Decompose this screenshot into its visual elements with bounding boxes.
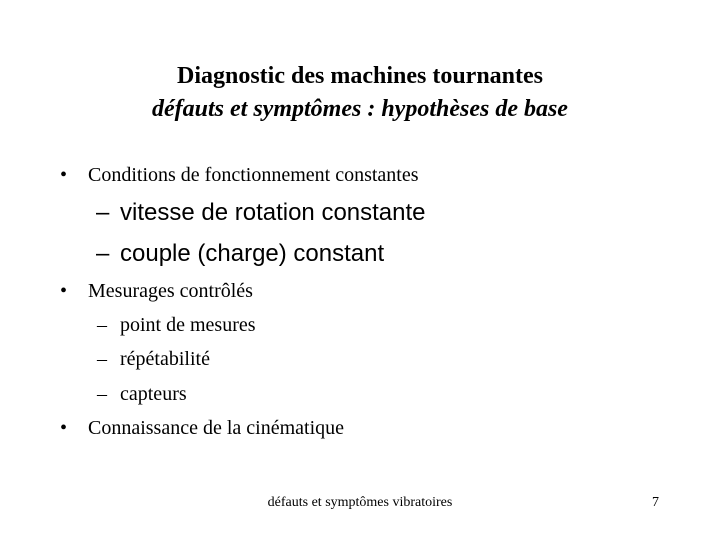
- subitem-repetabilite: répétabilité: [120, 348, 210, 370]
- subitem-couple: couple (charge) constant: [120, 240, 385, 267]
- bullet-item-mesurages: Mesurages contrôlés: [88, 280, 253, 302]
- sub-dash-5: –: [97, 383, 107, 405]
- sub-dash-1: –: [96, 199, 110, 226]
- subitem-point-de-mesures: point de mesures: [120, 314, 256, 336]
- slide-subtitle: défauts et symptômes : hypothèses de base: [152, 96, 568, 122]
- bullet-glyph-2: •: [60, 280, 68, 302]
- slide-title: Diagnostic des machines tournantes: [176, 63, 543, 89]
- subitem-capteurs: capteurs: [120, 383, 187, 405]
- page-number: 7: [652, 495, 659, 510]
- bullet-item-conditions: Conditions de fonctionnement constantes: [88, 164, 419, 186]
- subitem-vitesse: vitesse de rotation constante: [120, 199, 426, 226]
- bullet-glyph-3: •: [60, 417, 68, 439]
- sub-dash-2: –: [96, 240, 110, 267]
- slide-footer: défauts et symptômes vibratoires: [267, 495, 453, 510]
- bullet-glyph-1: •: [60, 164, 68, 186]
- sub-dash-4: –: [97, 348, 107, 370]
- bullet-item-cinematique: Connaissance de la cinématique: [88, 417, 345, 439]
- sub-dash-3: –: [97, 314, 107, 336]
